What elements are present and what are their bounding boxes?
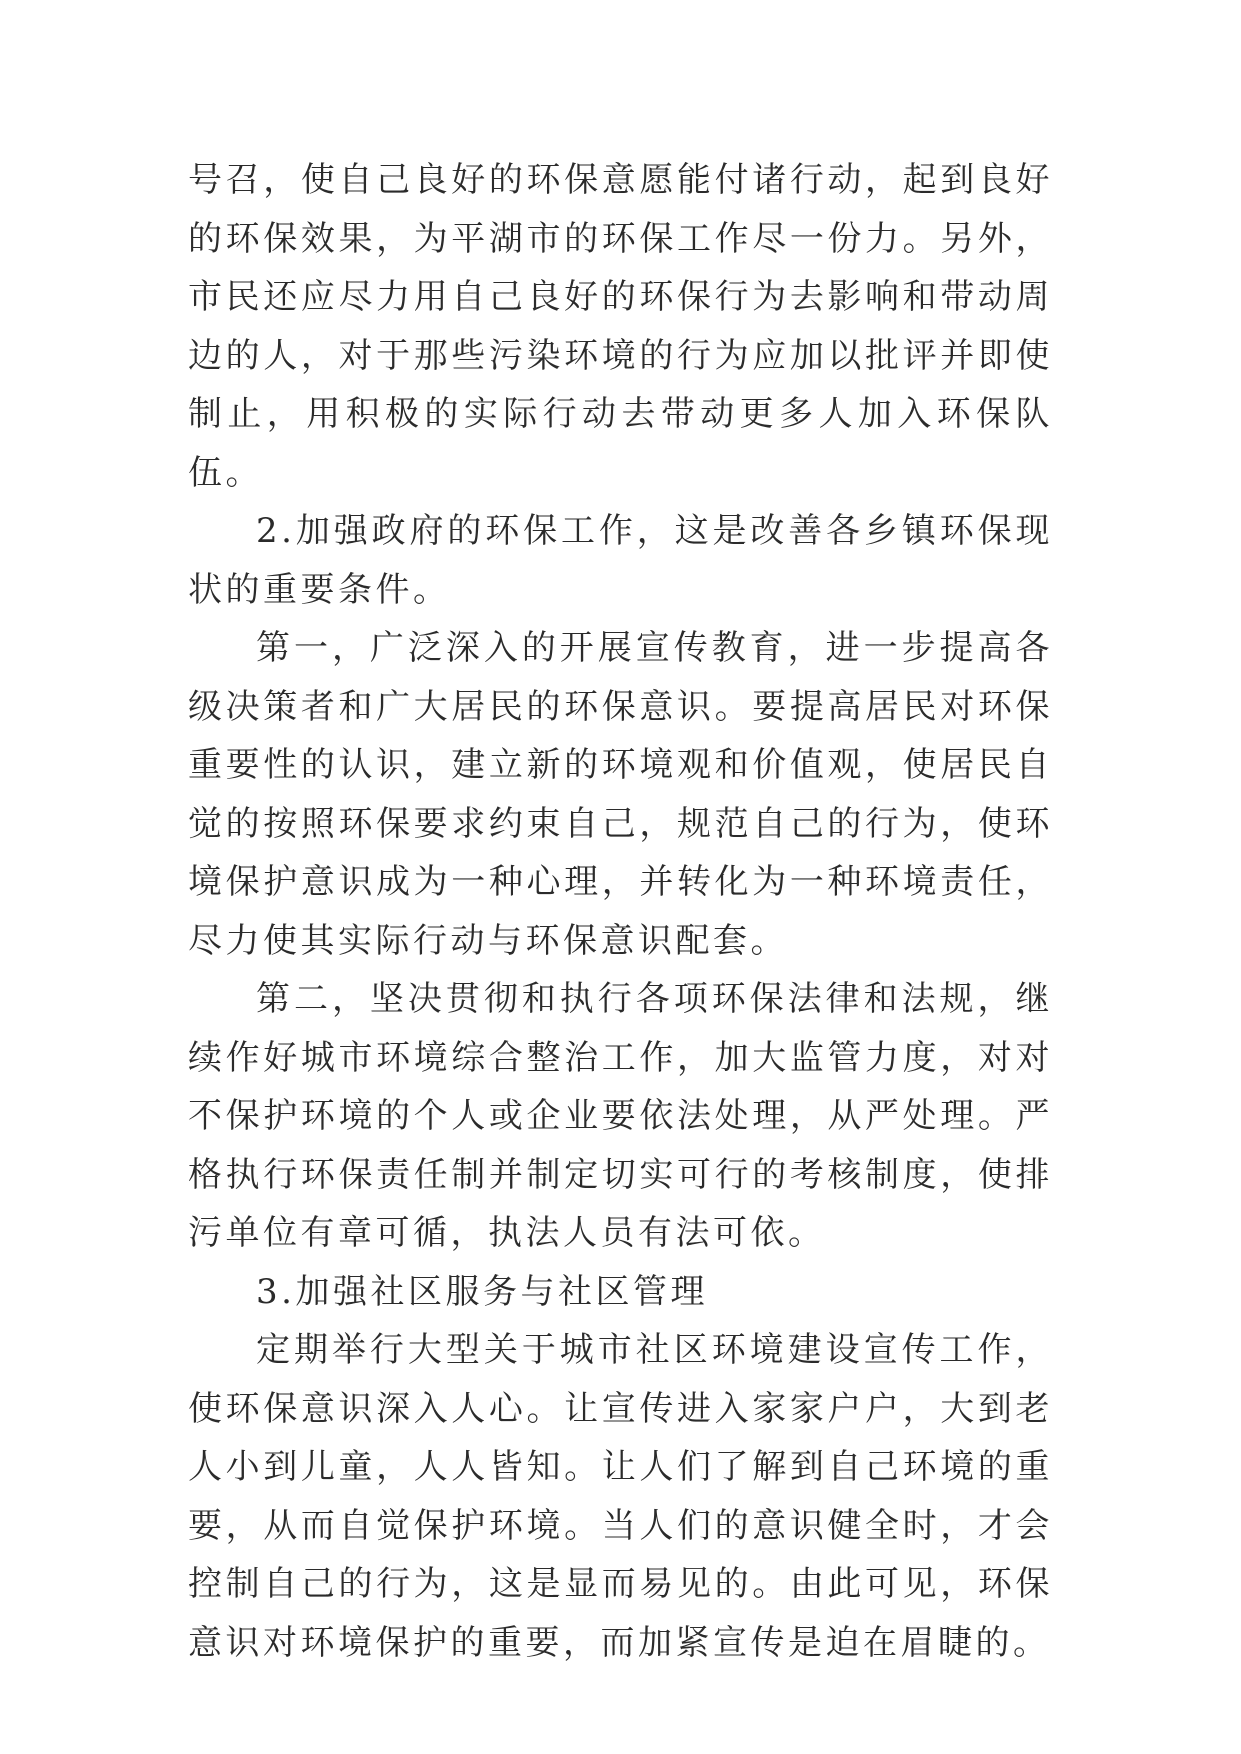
paragraph-call-to-action: 号召，使自己良好的环保意愿能付诸行动，起到良好的环保效果，为平湖市的环保工作尽一份力。另外，市民还应尽力用自己良好的环保行为去影响和带动周边的人，对于那些污染环境的行为应加以批评并即使制止，用积极的实际行动去带动更多人加入环保队伍。 xyxy=(188,160,1053,493)
paragraph-government-heading: 2.加强政府的环保工作，这是改善各乡镇环保现状的重要条件。 xyxy=(188,511,1053,610)
paragraph-community-body: 定期举行大型关于城市社区环境建设宣传工作，使环保意识深入人心。让宣传进入家家户户，大到老人小到儿童，人人皆知。让人们了解到自己环境的重要，从而自觉保护环境。当人们的意识健全时，才会控制自己的行为，这是显而易见的。由此可见，环保意识对环境保护的重要，而加紧宣传是迫在眉睫的。 xyxy=(188,1330,1053,1663)
paragraph-second-measure: 第二，坚决贯彻和执行各项环保法律和法规，继续作好城市环境综合整治工作，加大监管力度，对对不保护环境的个人或企业要依法处理，从严处理。严格执行环保责任制并制定切实可行的考核制度，使排污单位有章可循，执法人员有法可依。 xyxy=(188,979,1053,1253)
document-body xyxy=(188,151,1053,1672)
paragraph-first-measure: 第一，广泛深入的开展宣传教育，进一步提高各级决策者和广大居民的环保意识。要提高居民对环保重要性的认识，建立新的环境观和价值观，使居民自觉的按照环保要求约束自己，规范自己的行为，使环境保护意识成为一种心理，并转化为一种环境责任，尽力使其实际行动与环保意识配套。 xyxy=(188,628,1053,961)
paragraph-community-heading: 3.加强社区服务与社区管理 xyxy=(256,1271,708,1312)
